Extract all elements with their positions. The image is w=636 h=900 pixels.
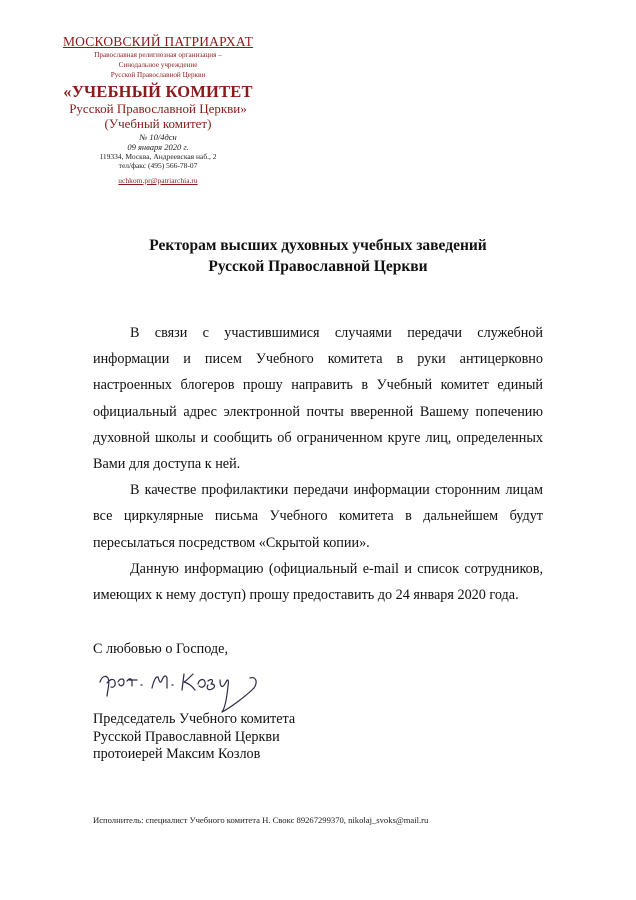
letterhead-org-line2: Синодальное учреждение (118, 61, 198, 69)
letterhead-short-name: (Учебный комитет) (104, 116, 212, 131)
letterhead-church: Русской Православной Церкви» (69, 101, 247, 116)
letterhead-org-line3: Русской Православной Церкви (110, 71, 206, 79)
signer-name: протоиерей Максим Козлов (93, 746, 261, 762)
letterhead-address: 119334, Москва, Андреевская наб., 2 (99, 152, 217, 161)
addressee-line2: Русской Православной Церкви (208, 258, 428, 275)
signer-block (93, 711, 295, 764)
letterhead-org-line1: Православная религиозная организация – (94, 51, 222, 59)
document-date: 09 января 2020 г. (127, 142, 189, 152)
body-paragraph-3: Данную информацию (официальный e-mail и список сотрудников, имеющих к нему доступ) прошу предоставить до 24 января 2020 года. (93, 560, 543, 604)
document-number: № 10/4дсн (139, 132, 177, 142)
addressee (0, 235, 636, 277)
letterhead-email-link[interactable]: uchkom.pr@patriarchia.ru (118, 176, 198, 185)
executor-footer: Исполнитель: специалист Учебного комитета Н. Свокс 89267299370, nikolaj_svoks@mail.ru (93, 815, 429, 825)
body-paragraph-2: В качестве профилактики передачи информации сторонним лицам все циркулярные письма Учебного комитета в дальнейшем будут пересылаться посредством «Скрытой копии». (93, 482, 543, 551)
handwritten-signature (96, 666, 278, 714)
signer-church: Русской Православной Церкви (93, 728, 280, 745)
addressee-line1: Ректорам высших духовных учебных заведений (149, 237, 487, 254)
closing-salutation: С любовью о Господе, (93, 641, 228, 657)
signer-title: Председатель Учебного комитета (93, 711, 296, 727)
letterhead (62, 34, 254, 188)
body-paragraph-1: В связи с участившимися случаями передачи служебной информации и писем Учебного комитета в руки антицерковно настроенных блогеров прошу направить в Учебный комитет единый официальный адрес электронной почты вверенной Вашему попечению духовной школы и сообщить об ограниченном круге лиц, определенных Вами для доступа к ней. (93, 325, 543, 473)
letterhead-patriarchate: МОСКОВСКИЙ ПАТРИАРХАТ (62, 34, 254, 49)
letterhead-committee: «УЧЕБНЫЙ КОМИТЕТ (63, 82, 253, 101)
letter-body (93, 320, 543, 608)
letterhead-phone: тел/факс (495) 566-78-07 (118, 161, 198, 170)
